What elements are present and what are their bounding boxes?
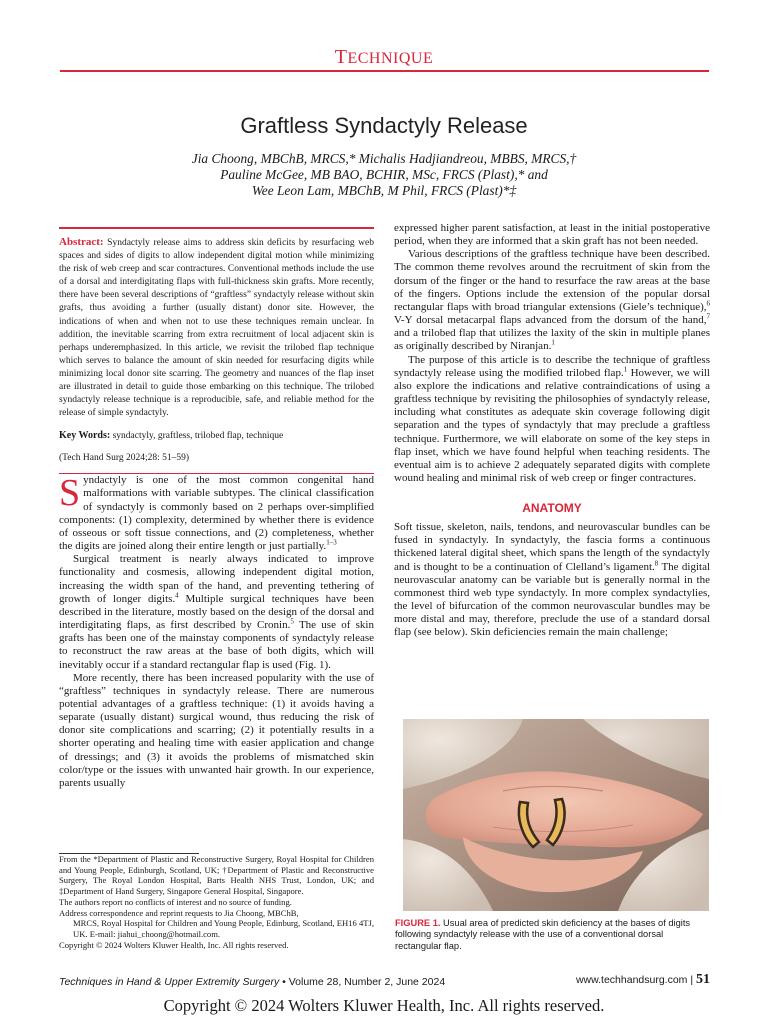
footer-separator: | (687, 974, 696, 986)
footer-page (576, 972, 710, 988)
intro-p2-text-a: Surgical treatment is nearly always indicated to improve functionality and cosmesis, allowing independent digital motion, increasing the width span of the hand, and preventing tethering of growth of longer digits. (59, 553, 374, 605)
right-p3-text-a: The purpose of this article is to describe the technique of graftless syndactyly release using the modified trilobed flap. (394, 353, 710, 379)
right-p2-text-a: Various descriptions of the graftless technique have been described. The common theme revolves around the recruitment of skin from the dorsum of the finger or the hand to resurface the raw areas at the base of the fingers. Options include the extension of the popular dorsal rectangular flaps with broad triangular extensions (Giele’s technique), (394, 248, 710, 313)
keywords-text: syndactyly, graftless, trilobed flap, technique (110, 431, 284, 442)
footnote-correspondence-address: MRCS, Royal Hospital for Children and Young People, Edinburg, Scotland, EH16 4TJ, UK. E-mail: jiahui_choong@hotmail.com. (73, 918, 374, 939)
ref-superscript: 7 (706, 312, 710, 321)
figure-1-caption (395, 918, 710, 952)
intro-paragraph-1 (59, 474, 374, 553)
intro-p1-text: yndactyly is one of the most common congenital hand malformations with variable subtypes. The clinical classification of syndactyly is commonly based on 2 perhaps over-simplified components: (1) complexity, determined by whether there is evidence of osseous or soft tissue connections, and (2) completeness, whether the digits are joined along their entire length or just partially. (59, 474, 374, 553)
header-rule (60, 70, 709, 72)
section-label-rest: ECHNIQUE (347, 50, 434, 67)
ref-superscript: 4 (175, 591, 179, 600)
ref-superscript: 6 (706, 299, 710, 308)
ref-superscript: 1–3 (326, 538, 337, 547)
left-column (59, 227, 374, 790)
intro-paragraph-2 (59, 553, 374, 671)
intro-p2-text-b: Multiple surgical techniques have been described in the literature, mostly based on the design of the dorsal and interdigitating flaps, as first described by Cronin. (59, 592, 374, 632)
right-paragraph-1: expressed higher parent satisfaction, at least in the initial postoperative period, when they are informed that a skin graft has not been needed. (394, 222, 710, 248)
ref-superscript: 1 (623, 365, 628, 374)
abstract-label: Abstract: (59, 236, 104, 248)
right-p2-text-c: and a trilobed flap that utilizes the laxity of the skin in multiple planes as originally described by Niranjan. (394, 327, 710, 353)
abstract-top-rule (59, 227, 374, 229)
footnote-copyright: Copyright © 2024 Wolters Kluwer Health, Inc. All rights reserved. (59, 939, 289, 950)
citation: (Tech Hand Surg 2024;28: 51–59) (59, 453, 190, 464)
right-column (394, 222, 710, 640)
anatomy-text-b: The digital neurovascular anatomy can be variable but is generally normal in the commonest third web type syndactyly. In more complex syndactylies, the level of bifurcation of the common neurovascular bundles may be more distal and may, therefore, preclude the use of a standard dorsal flap (see below). Skin deficiencies remain the main challenge; (394, 560, 711, 639)
ref-superscript: 5 (290, 617, 294, 626)
author-line-3: Wee Leon Lam, MBChB, M Phil, FRCS (Plast)*‡ (251, 183, 517, 198)
anatomy-paragraph (394, 521, 710, 639)
abstract (59, 236, 374, 420)
ref-superscript: 1 (551, 338, 555, 347)
drop-cap: S (59, 472, 81, 515)
section-label-initial: T (334, 46, 348, 68)
abstract-text: Syndactyly release aims to address skin deficits by resurfacing web spaces and sides of digits to allow independent digital motion while minimizing the risk of web creep and scar contractures. Conventional methods include the use of a dorsal and interdigitating flaps with full-thickness skin grafts. More recently, there have been several descriptions of “graftless” syndactyly release without skin grafts, thus avoiding a further (usually distant) donor site. However, the indications of when and when not to use these techniques remain unclear. In addition, the inevitable scarring from extra recruitment of local adjacent skin is perhaps underemphasized. In this article, we revisit the trilobed flap technique which serves to balance the amount of skin needed for resurfacing digits while minimizing local donor site scarring. The geometry and nuances of the flap inset are illustrated in detail to guide those embarking on this technique. The trilobed syndactyly release technique is a reproducible, safe, and reliable method for the release of simple syndactyly. (59, 238, 374, 419)
journal-name: Techniques in Hand & Upper Extremity Surgery (59, 976, 280, 988)
author-line-2: Pauline McGee, MB BAO, BCHIR, MSc, FRCS (Plast),* and (220, 167, 548, 182)
author-list (100, 151, 668, 199)
journal-website[interactable]: www.techhandsurg.com (575, 974, 688, 986)
right-p2-text-b: V-Y dorsal metacarpal flaps advanced from the dorsum of the hand, (394, 314, 707, 327)
section-heading-anatomy: ANATOMY (522, 501, 582, 516)
footnote-affiliations: From the *Department of Plastic and Reconstructive Surgery, Royal Hospital for Children and Young People, Edinburgh, Scotland, UK; †Department of Plastic and Reconstructive Surgery, The Royal London Hospital, Barts Health NHS Trust, London, UK; and ‡Department of Hand Surgery, Singapore General Hospital, Singapore. (59, 854, 374, 897)
ref-superscript: 8 (654, 558, 659, 567)
footnotes (59, 850, 374, 950)
figure-caption-text: Usual area of predicted skin deficiency at the bases of digits following syndactyly release with the use of a conventional dorsal rectangular flap. (395, 918, 691, 951)
keywords-label: Key Words: (59, 430, 111, 442)
intro-paragraph-3: More recently, there has been increased popularity with the use of “graftless” techniques in syndactyly release. There are numerous potential advantages of a graftless technique: (1) it avoids having a separate (usually distant) surgical wound, thus reducing the risk of donor site complications and scarring; (2) it potentially results in a shorter operating and healing time with easier application and change of dressings; and (3) it avoids the problems of mismatched skin color/type or the issues with unwanted hair growth. In our experience, parents usually (59, 671, 374, 789)
footer-journal (59, 976, 445, 988)
right-paragraph-3 (394, 354, 710, 486)
section-label (0, 46, 768, 69)
article-title: Graftless Syndactyly Release (240, 113, 528, 138)
footnote-conflicts: The authors report no conflicts of interest and no source of funding. (59, 896, 292, 907)
page-number: 51 (696, 972, 710, 987)
keywords (59, 429, 374, 443)
right-paragraph-2 (394, 248, 710, 353)
anatomy-text-a: Soft tissue, skeleton, nails, tendons, and neurovascular bundles can be fused in syndactyly. In syndactyly, the fascia forms a continuous thickened lateral digital sheet, which spans the length of the syndactyly and is thought to be a continuation of Clelland’s ligament. (394, 521, 710, 573)
figure-1-photo (403, 719, 709, 911)
copyright-banner: Copyright © 2024 Wolters Kluwer Health, Inc. All rights reserved. (163, 996, 605, 1015)
author-line-1: Jia Choong, MBChB, MRCS,* Michalis Hadjiandreou, MBBS, MRCS,† (191, 151, 577, 166)
figure-label: FIGURE 1. (395, 918, 441, 928)
right-p3-text-b: However, we will also explore the indications and relative contraindications of using a graftless technique by revisiting the philosophies of syndactyly release, including what constitutes as adequate skin coverage following digit separation and the types of syndactyly that may preclude a graftless technique. Furthermore, we will elaborate on some of the key steps in flap inset, which we have found helpful when teaching residents. The eventual aim is to achieve 2 adequately separated digits with complete wound healing and minimal risk of web creep or finger contractures. (394, 366, 710, 484)
issue-info: • Volume 28, Number 2, June 2024 (279, 976, 446, 988)
intro-p2-text-c: The use of skin grafts has been one of the mainstay components of syndactyly release to reconstruct the raw areas at the base of both digits, which will inevitably occur if a standard rectangular flap is used (Fig. 1). (59, 619, 374, 671)
footnote-correspondence: Address correspondence and reprint requests to Jia Choong, MBChB, (59, 907, 299, 918)
